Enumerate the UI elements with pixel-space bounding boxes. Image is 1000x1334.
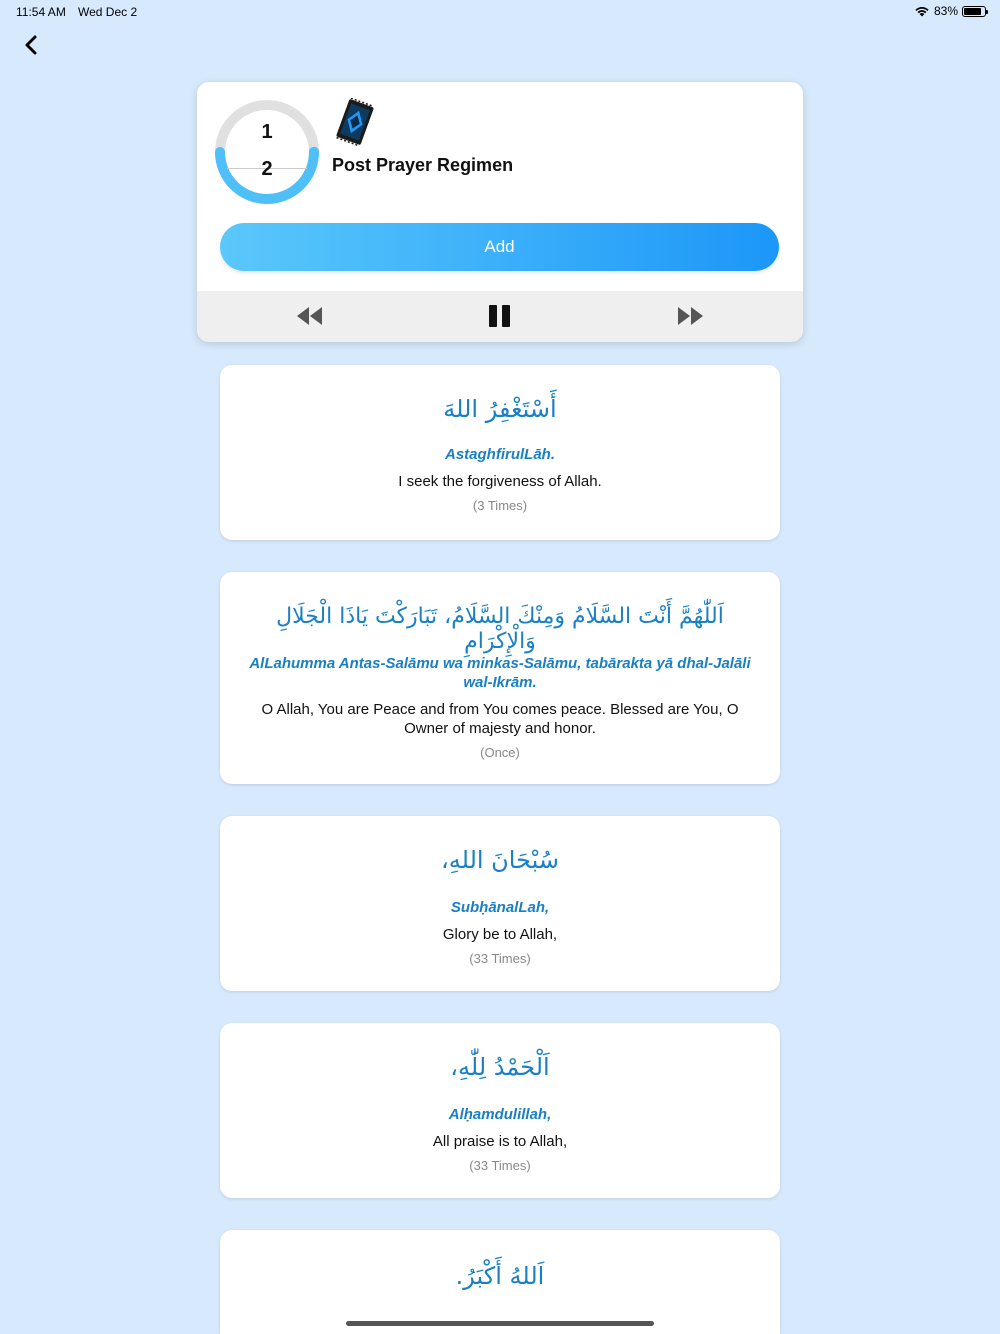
dua-translation: All praise is to Allah, — [432, 1133, 568, 1150]
dua-transliteration: Alḥamdulillah, — [448, 1106, 552, 1123]
status-date: Wed Dec 2 — [78, 5, 138, 19]
regimen-header-card — [197, 82, 803, 342]
home-indicator — [346, 1321, 654, 1326]
dua-count: (3 Times) — [472, 498, 528, 513]
dua-arabic: اَللهُ أَكْبَرُ. — [455, 1262, 545, 1290]
rewind-button[interactable] — [295, 303, 325, 329]
wifi-icon — [914, 5, 930, 17]
dua-count: (33 Times) — [469, 1158, 531, 1173]
dua-arabic: اَلْحَمْدُ لِلّٰهِ، — [450, 1053, 550, 1081]
pause-button[interactable] — [485, 303, 515, 329]
add-button[interactable]: Add — [220, 223, 779, 271]
dua-transliteration: SubḥānalLah, — [450, 899, 550, 916]
progress-current: 1 — [261, 121, 273, 143]
fast-forward-icon — [675, 303, 705, 329]
dua-card[interactable] — [220, 365, 780, 540]
regimen-title: Post Prayer Regimen — [332, 155, 514, 175]
prayer-rug-icon — [333, 98, 377, 146]
dua-count: (33 Times) — [469, 951, 531, 966]
progress-ring-graphic — [213, 98, 321, 206]
progress-ring — [213, 98, 321, 206]
dua-translation: O Allah, You are Peace and from You comes peace. Blessed are You, O Owner of majesty and honor. — [261, 701, 739, 737]
dua-translation: Glory be to Allah, — [442, 926, 558, 943]
dua-arabic: سُبْحَانَ اللهِ، — [441, 846, 559, 874]
playback-controls — [197, 291, 803, 342]
dua-translation: I seek the forgiveness of Allah. — [398, 473, 602, 490]
dua-transliteration: AstaghfirulLāh. — [444, 446, 555, 463]
dua-arabic: أَسْتَغْفِرُ اللهَ — [443, 395, 557, 423]
fast-forward-button[interactable] — [675, 303, 705, 329]
battery-percent: 83% — [933, 4, 958, 18]
battery-icon — [962, 6, 986, 17]
dua-card[interactable] — [220, 1023, 780, 1198]
rewind-icon — [295, 303, 325, 329]
dua-count: (Once) — [480, 745, 520, 760]
status-right — [914, 4, 986, 18]
dua-arabic: اَللّٰهُمَّ أَنْتَ السَّلَامُ وَمِنْكَ السَّلَامُ، تَبَارَكْتَ يَاذَا الْجَلَالِ وَالْإِكْرَامِ — [276, 604, 724, 654]
dua-card[interactable] — [220, 572, 780, 784]
pause-icon — [485, 303, 515, 329]
status-time: 11:54 AM — [16, 5, 66, 19]
progress-total: 2 — [261, 158, 273, 180]
chevron-left-icon — [18, 30, 48, 60]
back-button[interactable] — [18, 30, 48, 60]
dua-card[interactable] — [220, 816, 780, 991]
status-bar — [0, 0, 1000, 24]
dua-transliteration: AlLahumma Antas-Salāmu wa minkas-Salāmu, tabārakta yā dhal-Jalāli wal-Ikrām. — [249, 655, 751, 691]
battery-fill — [964, 8, 981, 15]
dua-card[interactable] — [220, 1230, 780, 1334]
